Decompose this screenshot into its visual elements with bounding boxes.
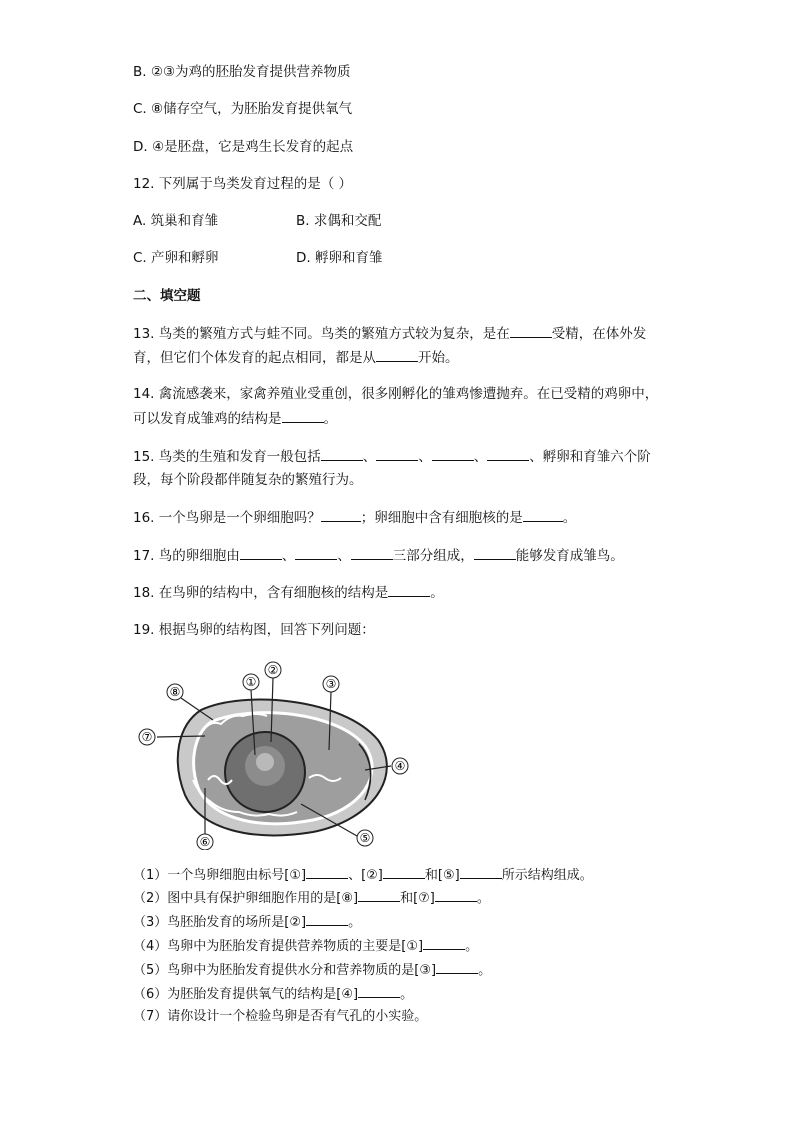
label-3 xyxy=(323,676,339,692)
q19-s1-sep1: 、[②] xyxy=(348,868,383,883)
label-3-text: ③ xyxy=(325,677,337,691)
q18-line xyxy=(133,582,444,603)
q19-s3-text-a: （3）鸟胚胎发育的场所是[②] xyxy=(133,915,307,930)
q19-stem: 19. 根据鸟卵的结构图，回答下列问题： xyxy=(133,622,375,638)
answer-blank[interactable] xyxy=(523,507,563,522)
q17-text-a: 17. 鸟的卵细胞由 xyxy=(133,548,240,564)
q17-text-c: 能够发育成雏鸟。 xyxy=(515,548,624,564)
q15-sep: 、 xyxy=(473,449,488,465)
q19-s2-text-a: （2）图中具有保护卵细胞作用的是[⑧] xyxy=(133,891,359,906)
answer-blank[interactable] xyxy=(321,446,363,461)
q12-option-d: D. 孵卵和育雏 xyxy=(296,250,383,266)
label-1-text: ① xyxy=(245,675,257,689)
q15-line2: 段，每个阶段都伴随复杂的繁殖行为。 xyxy=(133,472,363,488)
label-8 xyxy=(167,684,183,700)
answer-blank[interactable] xyxy=(460,864,502,879)
label-8-text: ⑧ xyxy=(169,685,181,699)
q16-line xyxy=(133,507,576,528)
q18-text-b: 。 xyxy=(430,585,444,601)
answer-blank[interactable] xyxy=(306,911,348,926)
q19-sub5 xyxy=(133,959,491,981)
q19-s6-end: 。 xyxy=(400,987,414,1002)
q19-s5-end: 。 xyxy=(478,963,492,978)
q15-sep: 、 xyxy=(362,449,377,465)
q14-line1: 14. 禽流感袭来，家禽养殖业受重创，很多刚孵化的雏鸡惨遭抛弃。在已受精的鸡卵中， xyxy=(133,386,659,402)
label-5 xyxy=(357,830,373,846)
q11-option-c: C. ⑧储存空气，为胚胎发育提供氧气 xyxy=(133,101,353,117)
q17-text-b: 三部分组成， xyxy=(392,548,474,564)
answer-blank[interactable] xyxy=(388,582,430,597)
q19-sub4 xyxy=(133,935,478,957)
label-2 xyxy=(265,662,281,678)
egg-structure-diagram xyxy=(133,660,423,850)
label-5-text: ⑤ xyxy=(359,831,371,845)
answer-blank[interactable] xyxy=(358,983,400,998)
answer-blank[interactable] xyxy=(240,545,282,560)
label-7-text: ⑦ xyxy=(141,730,153,744)
answer-blank[interactable] xyxy=(376,446,418,461)
answer-blank[interactable] xyxy=(295,545,337,560)
q18-text-a: 18. 在鸟卵的结构中，含有细胞核的结构是 xyxy=(133,585,389,601)
q13-line1 xyxy=(133,323,646,344)
q19-s2-sep: 和[⑦] xyxy=(400,891,435,906)
answer-blank[interactable] xyxy=(423,935,465,950)
q19-s5-text-a: （5）鸟卵中为胚胎发育提供水分和营养物质的是[③] xyxy=(133,963,437,978)
answer-blank[interactable] xyxy=(321,507,361,522)
q11-option-d: D. ④是胚盘，它是鸡生长发育的起点 xyxy=(133,139,354,155)
q14-line2 xyxy=(133,408,337,429)
answer-blank[interactable] xyxy=(358,887,400,902)
q12-option-c: C. 产卵和孵卵 xyxy=(133,250,219,266)
answer-blank[interactable] xyxy=(432,446,474,461)
answer-blank[interactable] xyxy=(376,347,418,362)
q13-text-a: 13. 鸟类的繁殖方式与蛙不同。鸟类的繁殖方式较为复杂，是在 xyxy=(133,326,510,342)
q15-line1 xyxy=(133,446,651,467)
answer-blank[interactable] xyxy=(487,446,529,461)
q13-text-d: 开始。 xyxy=(418,350,459,366)
q19-sub2 xyxy=(133,887,490,909)
label-6-text: ⑥ xyxy=(199,835,211,849)
q12-stem: 12. 下列属于鸟类发育过程的是（ ） xyxy=(133,176,353,192)
q11-option-b: B. ②③为鸡的胚胎发育提供营养物质 xyxy=(133,64,351,80)
q14-text-a: 可以发育成雏鸡的结构是 xyxy=(133,411,282,427)
q16-text-b: ；卵细胞中含有细胞核的是 xyxy=(360,510,523,526)
q12-option-a: A. 筑巢和育雏 xyxy=(133,213,219,229)
q13-line2 xyxy=(133,347,459,368)
q19-s3-end: 。 xyxy=(348,915,362,930)
answer-blank[interactable] xyxy=(510,323,552,338)
q19-sub3 xyxy=(133,911,361,933)
q17-sep: 、 xyxy=(337,548,351,564)
answer-blank[interactable] xyxy=(436,959,478,974)
q12-option-b: B. 求偶和交配 xyxy=(296,213,382,229)
q19-s6-text-a: （6）为胚胎发育提供氧气的结构是[④] xyxy=(133,987,359,1002)
label-6 xyxy=(197,834,213,850)
label-1 xyxy=(243,674,259,690)
q16-text-a: 16. 一个鸟卵是一个卵细胞吗？ xyxy=(133,510,321,526)
q17-sep: 、 xyxy=(281,548,296,564)
q14-text-b: 。 xyxy=(323,411,337,427)
q19-s1-text-a: （1）一个鸟卵细胞由标号[①] xyxy=(133,868,307,883)
q19-s2-end: 。 xyxy=(476,891,490,906)
q15-sep: 、 xyxy=(418,449,432,465)
answer-blank[interactable] xyxy=(282,408,324,423)
q19-sub6 xyxy=(133,983,413,1005)
q19-s1-sep2: 和[⑤] xyxy=(424,868,460,883)
answer-blank[interactable] xyxy=(306,864,348,879)
q19-sub1 xyxy=(133,864,593,886)
answer-blank[interactable] xyxy=(383,864,425,879)
q19-sub7: （7）请你设计一个检验鸟卵是否有气孔的小实验。 xyxy=(133,1009,428,1024)
answer-blank[interactable] xyxy=(351,545,393,560)
q13-text-c: 育，但它们个体发育的起点相同，都是从 xyxy=(133,350,376,366)
answer-blank[interactable] xyxy=(435,887,477,902)
label-2-text: ② xyxy=(267,663,279,677)
q15-text-b: 、孵卵和育雏六个阶 xyxy=(529,449,651,465)
q19-s4-text-a: （4）鸟卵中为胚胎发育提供营养物质的主要是[①] xyxy=(133,939,424,954)
q13-text-b: 受精，在体外发 xyxy=(551,326,647,342)
q19-s4-end: 。 xyxy=(465,939,479,954)
answer-blank[interactable] xyxy=(474,545,516,560)
q19-s1-end: 所示结构组成。 xyxy=(501,868,593,883)
label-4 xyxy=(392,758,408,774)
label-7 xyxy=(139,729,155,745)
q17-line xyxy=(133,545,624,566)
section-heading: 二、填空题 xyxy=(133,288,201,304)
q16-text-c: 。 xyxy=(562,510,577,526)
label-4-text: ④ xyxy=(394,759,406,773)
q15-text-a: 15. 鸟类的生殖和发育一般包括 xyxy=(133,449,321,465)
